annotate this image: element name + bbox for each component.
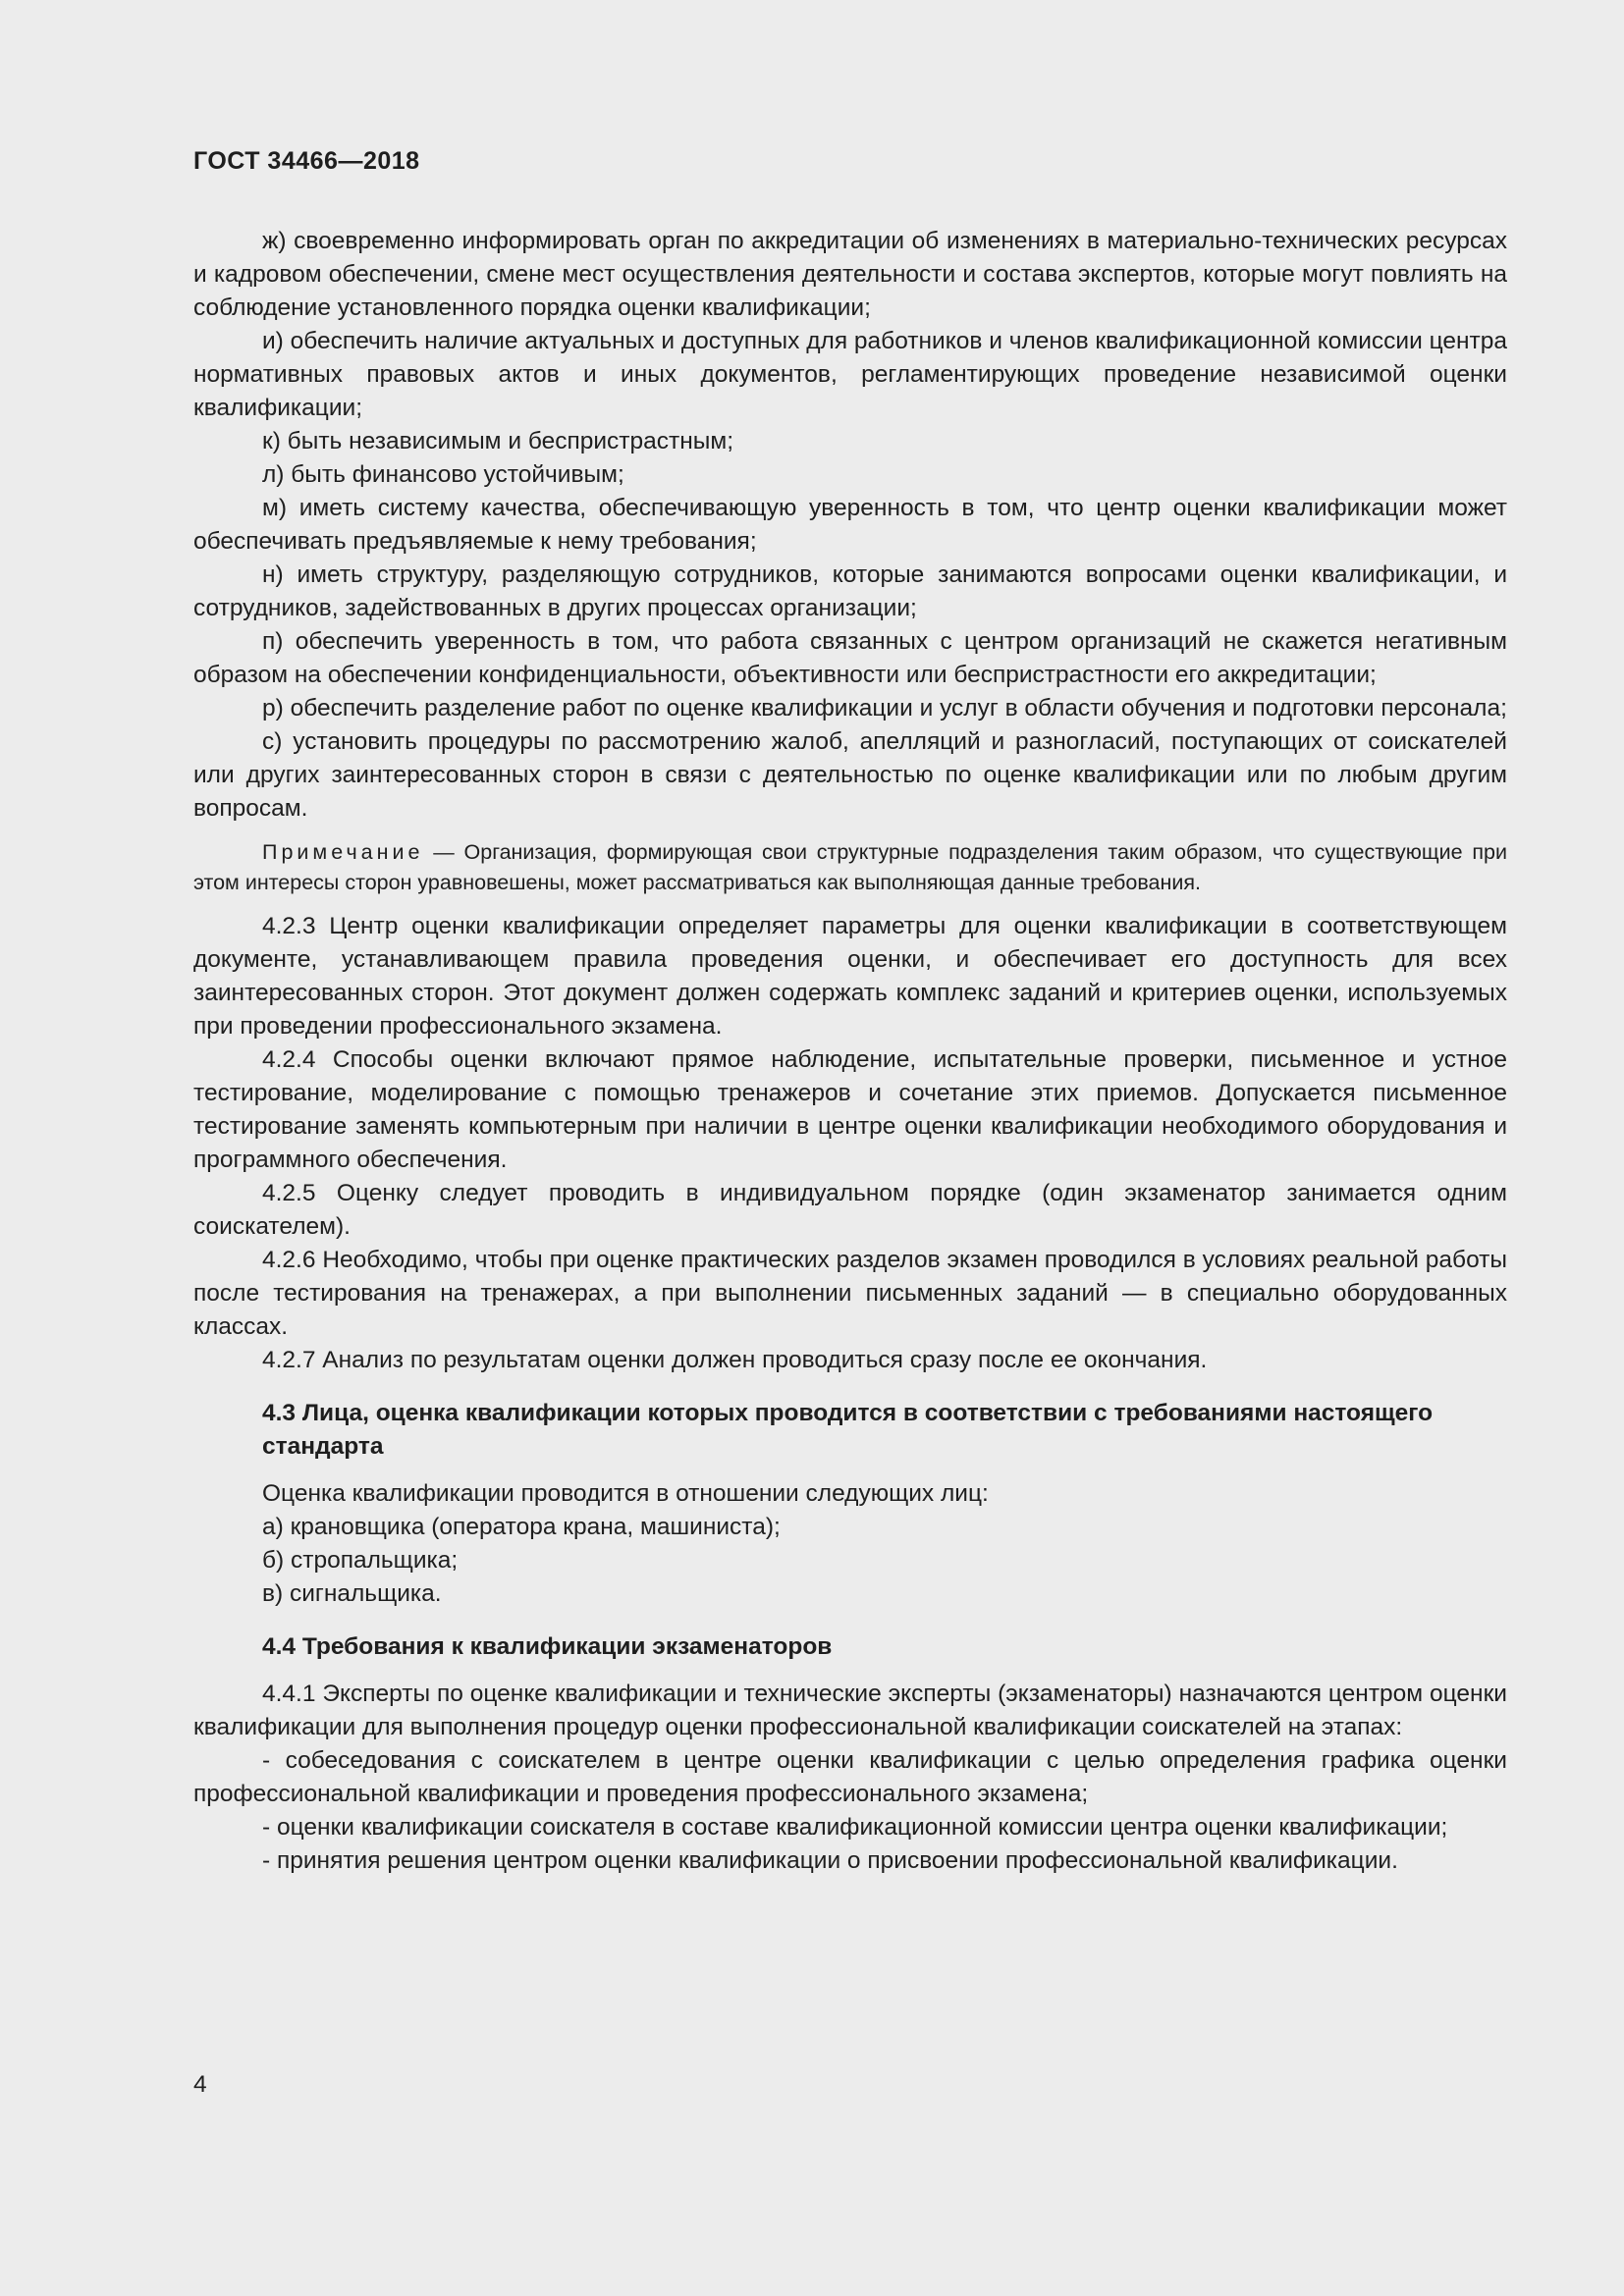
section-4-3-intro: Оценка квалификации проводится в отношении следующих лиц: [262,1480,989,1507]
clause-4-2-5: 4.2.5 Оценку следует проводить в индивидуальном порядке (один экзаменатор занимается одним соискателем). [193,1180,1507,1240]
list-item-s: с) установить процедуры по рассмотрению жалоб, апелляций и разногласий, поступающих от соискателей или других заинтересованных сторон в связи с деятельностью по оценке квалификации или по любым другим вопросам. [193,728,1507,822]
list-item-l: л) быть финансово устойчивым; [262,461,624,488]
list-item-r: р) обеспечить разделение работ по оценке квалификации и услуг в области обучения и подготовки персонала; [262,695,1507,721]
list-item-zh: ж) своевременно информировать орган по аккредитации об изменениях в материально-технических ресурсах и кадровом обеспечении, смене мест осуществления деятельности и состава экспертов, которые могут повлиять на соблюдение установленного порядка оценки квалификации; [193,228,1507,321]
list-item-k: к) быть независимым и беспристрастным; [262,428,734,454]
clause-4-2-4: 4.2.4 Способы оценки включают прямое наблюдение, испытательные проверки, письменное и устное тестирование, моделирование с помощью тренажеров и сочетание этих приемов. Допускается письменное тестирование заменять компьютерным при наличии в центре оценки квалификации необходимого оборудования и программного обеспечения. [193,1046,1507,1173]
list-item-i: и) обеспечить наличие актуальных и доступных для работников и членов квалификационной комиссии центра нормативных правовых актов и иных документов, регламентирующих проведение независимой оценки квалификации; [193,328,1507,421]
note-paragraph [193,837,1507,898]
note-label: Примечание [262,840,424,864]
note-text: — Организация, формирующая свои структурные подразделения таким образом, что существующие при этом интересы сторон уравновешены, может рассматриваться как выполняющая данные требования. [193,840,1507,894]
section-heading-4-3: 4.3 Лица, оценка квалификации которых проводится в соответствии с требованиями настоящего стандарта [262,1400,1434,1460]
section-heading-4-4: 4.4 Требования к квалификации экзаменаторов [262,1633,833,1660]
document-header: ГОСТ 34466—2018 [193,147,420,175]
section-4-4-dash-item: - принятия решения центром оценки квалификации о присвоении профессиональной квалификации. [262,1847,1398,1874]
section-4-3-item-v: в) сигнальщика. [262,1580,442,1607]
page-number: 4 [193,2071,207,2098]
section-4-4-dash-item: - оценки квалификации соискателя в составе квалификационной комиссии центра оценки квалификации; [262,1814,1448,1841]
clause-4-4-1: 4.4.1 Эксперты по оценке квалификации и технические эксперты (экзаменаторы) назначаются центром оценки квалификации для выполнения процедур оценки профессиональной квалификации соискателей на этапах: [193,1681,1507,1740]
section-4-4-dash-item: - собеседования с соискателем в центре оценки квалификации с целью определения графика оценки профессиональной квалификации и проведения профессионального экзамена; [193,1747,1507,1807]
list-item-p: п) обеспечить уверенность в том, что работа связанных с центром организаций не скажется негативным образом на обеспечении конфиденциальности, объективности или беспристрастности его аккредитации; [193,628,1507,688]
clause-4-2-7: 4.2.7 Анализ по результатам оценки должен проводиться сразу после ее окончания. [262,1347,1208,1373]
clause-4-2-3: 4.2.3 Центр оценки квалификации определяет параметры для оценки квалификации в соответствующем документе, устанавливающем правила проведения оценки, и обеспечивает его доступность для всех заинтересованных сторон. Этот документ должен содержать комплекс заданий и критериев оценки, используемых при проведении профессионального экзамена. [193,913,1507,1040]
document-body [193,225,1507,1878]
list-item-m: м) иметь систему качества, обеспечивающую уверенность в том, что центр оценки квалификации может обеспечивать предъявляемые к нему требования; [193,495,1507,555]
list-item-n: н) иметь структуру, разделяющую сотрудников, которые занимаются вопросами оценки квалификации, и сотрудников, задействованных в других процессах организации; [193,561,1507,621]
section-4-3-item-a: а) крановщика (оператора крана, машиниста); [262,1514,781,1540]
clause-4-2-6: 4.2.6 Необходимо, чтобы при оценке практических разделов экзамен проводился в условиях реальной работы после тестирования на тренажерах, а при выполнении письменных заданий — в специально оборудованных классах. [193,1247,1507,1340]
section-4-3-item-b: б) стропальщика; [262,1547,459,1574]
